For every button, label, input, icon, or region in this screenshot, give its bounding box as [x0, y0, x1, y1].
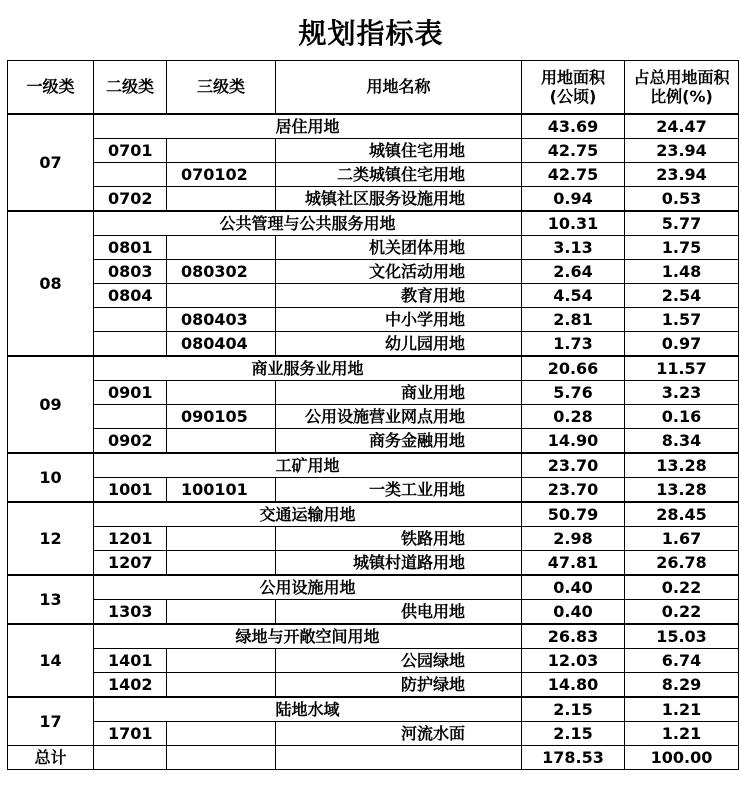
land-area: 47.81	[522, 551, 625, 576]
land-use-name: 铁路用地	[276, 527, 522, 551]
total-ratio: 100.00	[625, 746, 739, 770]
level2-code: 0804	[94, 284, 167, 308]
land-ratio: 11.57	[625, 356, 739, 381]
level3-code	[167, 673, 276, 698]
land-use-name: 商业服务业用地	[94, 356, 522, 381]
land-area: 0.94	[522, 187, 625, 212]
table-row-category	[8, 624, 739, 649]
land-area: 42.75	[522, 139, 625, 163]
land-area: 0.28	[522, 405, 625, 429]
level3-code	[167, 649, 276, 673]
land-use-name: 公园绿地	[276, 649, 522, 673]
table-row	[8, 649, 739, 673]
level1-code: 10	[8, 453, 94, 502]
level2-code: 1303	[94, 600, 167, 625]
table-row	[8, 308, 739, 332]
table-row	[8, 673, 739, 698]
level2-code	[94, 332, 167, 357]
land-area: 2.81	[522, 308, 625, 332]
table-row	[8, 260, 739, 284]
level1-code: 08	[8, 211, 94, 356]
land-area: 14.90	[522, 429, 625, 454]
level3-code	[167, 284, 276, 308]
level3-code: 070102	[167, 163, 276, 187]
land-use-name: 工矿用地	[94, 453, 522, 478]
land-ratio: 1.21	[625, 697, 739, 722]
land-ratio: 0.22	[625, 600, 739, 625]
land-area: 23.70	[522, 478, 625, 503]
land-ratio: 1.67	[625, 527, 739, 551]
level2-code: 1402	[94, 673, 167, 698]
land-ratio: 6.74	[625, 649, 739, 673]
level3-code: 080403	[167, 308, 276, 332]
table-row-category	[8, 502, 739, 527]
land-ratio: 0.53	[625, 187, 739, 212]
land-use-name: 城镇住宅用地	[276, 139, 522, 163]
land-ratio: 8.29	[625, 673, 739, 698]
land-ratio: 0.22	[625, 575, 739, 600]
land-area: 2.64	[522, 260, 625, 284]
land-ratio: 0.16	[625, 405, 739, 429]
land-use-name: 公用设施用地	[94, 575, 522, 600]
level3-code	[167, 236, 276, 260]
level2-code: 0701	[94, 139, 167, 163]
land-use-name: 商业用地	[276, 381, 522, 405]
level1-code: 09	[8, 356, 94, 453]
land-use-name: 幼儿园用地	[276, 332, 522, 357]
land-ratio: 13.28	[625, 453, 739, 478]
land-use-name: 商务金融用地	[276, 429, 522, 454]
header-area: 用地面积 (公顷)	[522, 61, 625, 115]
land-area: 42.75	[522, 163, 625, 187]
table-row-category	[8, 114, 739, 139]
land-use-name: 交通运输用地	[94, 502, 522, 527]
total-empty-cell	[94, 746, 167, 770]
level1-code: 13	[8, 575, 94, 624]
level2-code: 1201	[94, 527, 167, 551]
level2-code	[94, 163, 167, 187]
level3-code	[167, 429, 276, 454]
table-row	[8, 429, 739, 454]
table-row	[8, 405, 739, 429]
land-area: 0.40	[522, 575, 625, 600]
land-area: 20.66	[522, 356, 625, 381]
level2-code: 0901	[94, 381, 167, 405]
level3-code: 080302	[167, 260, 276, 284]
land-use-name: 绿地与开敞空间用地	[94, 624, 522, 649]
level3-code	[167, 527, 276, 551]
table-row	[8, 478, 739, 503]
table-row	[8, 139, 739, 163]
land-area: 43.69	[522, 114, 625, 139]
header-level1: 一级类	[8, 61, 94, 115]
land-use-name: 文化活动用地	[276, 260, 522, 284]
land-ratio: 1.48	[625, 260, 739, 284]
level3-code	[167, 600, 276, 625]
header-name: 用地名称	[276, 61, 522, 115]
land-area: 14.80	[522, 673, 625, 698]
level3-code: 080404	[167, 332, 276, 357]
land-ratio: 28.45	[625, 502, 739, 527]
land-use-name: 城镇村道路用地	[276, 551, 522, 576]
table-row	[8, 332, 739, 357]
table-row	[8, 722, 739, 746]
total-empty-cell	[276, 746, 522, 770]
header-ratio: 占总用地面积 比例(%)	[625, 61, 739, 115]
land-ratio: 1.57	[625, 308, 739, 332]
land-area: 2.15	[522, 697, 625, 722]
land-area: 12.03	[522, 649, 625, 673]
land-use-name: 一类工业用地	[276, 478, 522, 503]
land-ratio: 23.94	[625, 163, 739, 187]
total-label: 总计	[8, 746, 94, 770]
level2-code: 1207	[94, 551, 167, 576]
level1-code: 12	[8, 502, 94, 575]
table-row	[8, 600, 739, 625]
table-row	[8, 527, 739, 551]
land-ratio: 5.77	[625, 211, 739, 236]
table-row	[8, 163, 739, 187]
land-ratio: 0.97	[625, 332, 739, 357]
table-row-category	[8, 211, 739, 236]
level3-code	[167, 722, 276, 746]
land-area: 5.76	[522, 381, 625, 405]
table-row	[8, 187, 739, 212]
table-row	[8, 236, 739, 260]
land-ratio: 23.94	[625, 139, 739, 163]
level2-code: 0902	[94, 429, 167, 454]
table-header-row	[8, 61, 739, 115]
level2-code: 0702	[94, 187, 167, 212]
level2-code: 0801	[94, 236, 167, 260]
level2-code: 1401	[94, 649, 167, 673]
level3-code	[167, 187, 276, 212]
table-row	[8, 381, 739, 405]
level2-code	[94, 405, 167, 429]
land-use-name: 供电用地	[276, 600, 522, 625]
header-level2: 二级类	[94, 61, 167, 115]
land-use-name: 机关团体用地	[276, 236, 522, 260]
level1-code: 07	[8, 114, 94, 211]
planning-indicator-table	[7, 60, 739, 770]
land-use-name: 中小学用地	[276, 308, 522, 332]
land-ratio: 15.03	[625, 624, 739, 649]
land-area: 3.13	[522, 236, 625, 260]
level3-code	[167, 551, 276, 576]
level2-code: 1001	[94, 478, 167, 503]
header-level3: 三级类	[167, 61, 276, 115]
land-area: 0.40	[522, 600, 625, 625]
land-ratio: 1.21	[625, 722, 739, 746]
level2-code: 0803	[94, 260, 167, 284]
total-empty-cell	[167, 746, 276, 770]
land-ratio: 24.47	[625, 114, 739, 139]
table-row-category	[8, 575, 739, 600]
land-use-name: 城镇社区服务设施用地	[276, 187, 522, 212]
table-row	[8, 551, 739, 576]
level1-code: 17	[8, 697, 94, 746]
level1-code: 14	[8, 624, 94, 697]
land-area: 1.73	[522, 332, 625, 357]
land-area: 50.79	[522, 502, 625, 527]
land-use-name: 公用设施营业网点用地	[276, 405, 522, 429]
level3-code: 090105	[167, 405, 276, 429]
land-use-name: 居住用地	[94, 114, 522, 139]
land-ratio: 8.34	[625, 429, 739, 454]
land-use-name: 教育用地	[276, 284, 522, 308]
land-use-name: 公共管理与公共服务用地	[94, 211, 522, 236]
land-use-name: 河流水面	[276, 722, 522, 746]
total-area: 178.53	[522, 746, 625, 770]
land-area: 10.31	[522, 211, 625, 236]
table-row-category	[8, 453, 739, 478]
level2-code: 1701	[94, 722, 167, 746]
total-row	[8, 746, 739, 770]
land-ratio: 26.78	[625, 551, 739, 576]
level3-code: 100101	[167, 478, 276, 503]
land-ratio: 3.23	[625, 381, 739, 405]
land-use-name: 陆地水域	[94, 697, 522, 722]
land-area: 2.98	[522, 527, 625, 551]
table-row-category	[8, 356, 739, 381]
table-row-category	[8, 697, 739, 722]
page-title: 规划指标表	[298, 17, 444, 50]
land-ratio: 2.54	[625, 284, 739, 308]
land-use-name: 防护绿地	[276, 673, 522, 698]
land-area: 4.54	[522, 284, 625, 308]
table-row	[8, 284, 739, 308]
land-area: 26.83	[522, 624, 625, 649]
land-area: 2.15	[522, 722, 625, 746]
level3-code	[167, 139, 276, 163]
land-ratio: 1.75	[625, 236, 739, 260]
level3-code	[167, 381, 276, 405]
land-area: 23.70	[522, 453, 625, 478]
level2-code	[94, 308, 167, 332]
land-use-name: 二类城镇住宅用地	[276, 163, 522, 187]
land-ratio: 13.28	[625, 478, 739, 503]
